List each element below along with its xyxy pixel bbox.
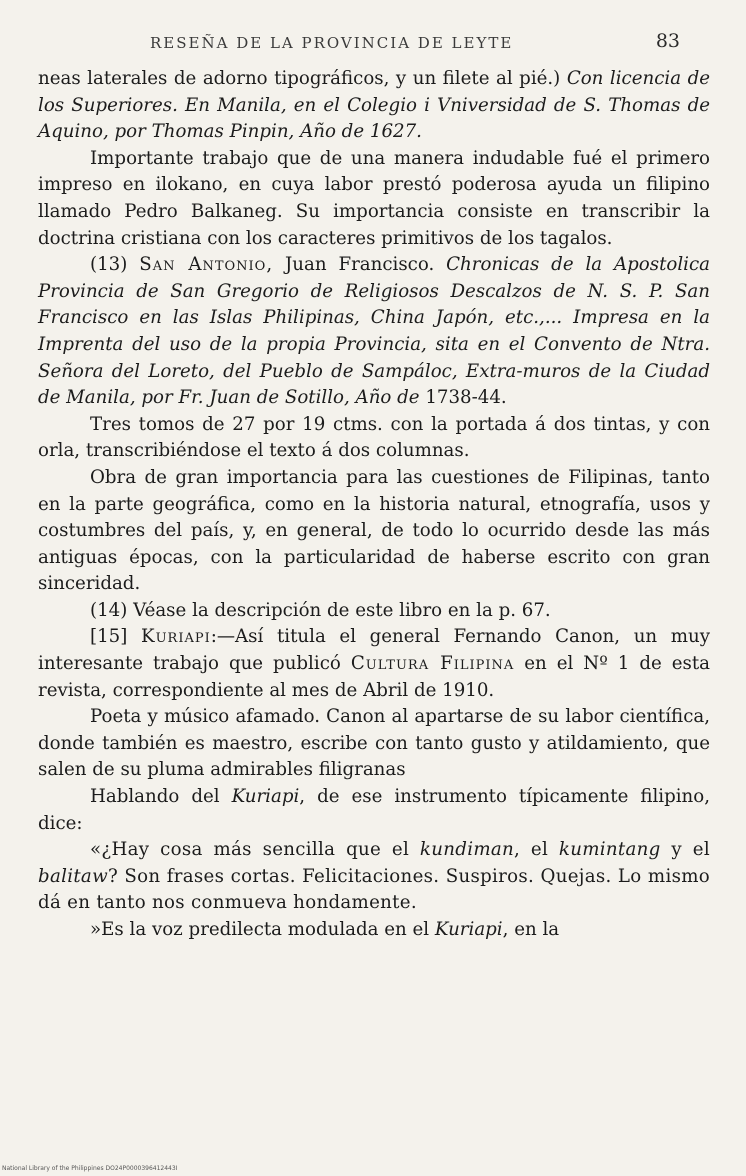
paragraph-9 <box>38 784 710 837</box>
running-title: RESEÑA DE LA PROVINCIA DE LEYTE <box>150 34 514 52</box>
paragraph-2: Importante trabajo que de una manera indudable fué el primero impreso en ilokano, en cuya labor prestó poderosa ayuda un filipino llamado Pedro Balkaneg. Su importancia consiste en transcribir la doctrina cristiana con los caracteres primitivos de los tagalos. <box>38 147 710 249</box>
note-number-15: [15] <box>90 626 141 648</box>
paragraph-9-text-b: , de ese instrumento típicamente filipino, dice: <box>38 786 711 834</box>
paragraph-1-text: neas laterales de adorno tipográficos, y un filete al pié.) <box>38 68 561 89</box>
paragraph-9-text-a: Hablando del <box>90 786 232 808</box>
kuriapi-smallcaps: Kuriapi <box>140 626 211 648</box>
kumintang-italic: kumintang <box>558 839 661 861</box>
note-number-13: (13) <box>90 254 128 276</box>
page-number: 83 <box>655 30 680 52</box>
paragraph-11-text-a: »Es la voz predilecta modulada en el <box>90 919 435 940</box>
page-body <box>38 66 710 944</box>
kundiman-italic: kundiman <box>419 839 515 861</box>
paragraph-5: Obra de gran importancia para las cuestiones de Filipinas, tanto en la parte geográfica, como en la historia natural, etnografía, usos y costumbres del país, y, en general, de todo lo ocurrido desde las más antiguas épocas, con la particularidad de haberse escrito con gran sinceridad. <box>38 466 710 595</box>
page-header <box>0 30 746 58</box>
kuriapi-italic: Kuriapi <box>231 786 300 808</box>
cultura-filipina: Cultura Filipina <box>350 653 515 675</box>
scan-footer: National Library of the Philippines DO24P0000396412443I <box>2 1165 178 1172</box>
kuriapi-italic-2: Kuriapi <box>434 919 503 940</box>
imprint-italic: Con licencia de los Superiores. En Manila, en el Colegio i Vniversidad de S. Thomas de Aquino, por Thomas Pinpin, Año de 1627. <box>38 68 710 143</box>
paragraph-3 <box>38 252 710 412</box>
paragraph-7-text-b: en el Nº 1 de esta revista, correspondiente al mes de Abril de 1910. <box>38 653 710 701</box>
author-given-name: Juan Francisco. <box>273 254 447 276</box>
paragraph-6: (14) Véase la descripción de este libro en la p. 67. <box>90 599 551 621</box>
paragraph-10 <box>38 837 710 917</box>
paragraph-10-text-d: ? Son frases cortas. Felicitaciones. Suspiros. Quejas. Lo mismo dá en tanto nos conmueva hondamente. <box>38 865 710 914</box>
chronicas-year: 1738-44. <box>419 387 507 409</box>
author-san-antonio: San Antonio, <box>139 254 274 276</box>
paragraph-11-text-b: , en la <box>502 919 560 940</box>
paragraph-11 <box>38 917 710 944</box>
chronicas-title: Chronicas de la Apostolica Provincia de San Gregorio de Religiosos Descalzos de N. S. P. San Francisco en las Islas Philipinas, China Japón, etc.,... Impresa en la Imprenta del uso de la propia Provincia, sita en el Convento de Ntra. Señora del Loreto, del Pueblo de Sampáloc, Extra-muros de la Ciudad de Manila, por Fr. Juan de Sotillo, Año de <box>38 254 710 409</box>
paragraph-10-text-b: , el <box>514 839 559 861</box>
paragraph-10-text-c: y el <box>660 839 710 861</box>
balitaw-italic: balitaw <box>38 865 108 887</box>
paragraph-7-text-a: :—Así titula el general Fernando Canon, un muy interesante trabajo que publicó <box>38 626 710 675</box>
paragraph-1 <box>38 66 710 146</box>
paragraph-10-text-a: «¿Hay cosa más sencilla que el <box>90 839 420 861</box>
paragraph-4: Tres tomos de 27 por 19 ctms. con la portada á dos tintas, y con orla, transcribiéndose el texto á dos columnas. <box>38 413 710 462</box>
paragraph-7 <box>38 624 710 704</box>
paragraph-8: Poeta y músico afamado. Canon al apartarse de su labor científica, donde también es maestro, escribe con tanto gusto y atildamiento, que salen de su pluma admirables filigranas <box>38 706 710 781</box>
